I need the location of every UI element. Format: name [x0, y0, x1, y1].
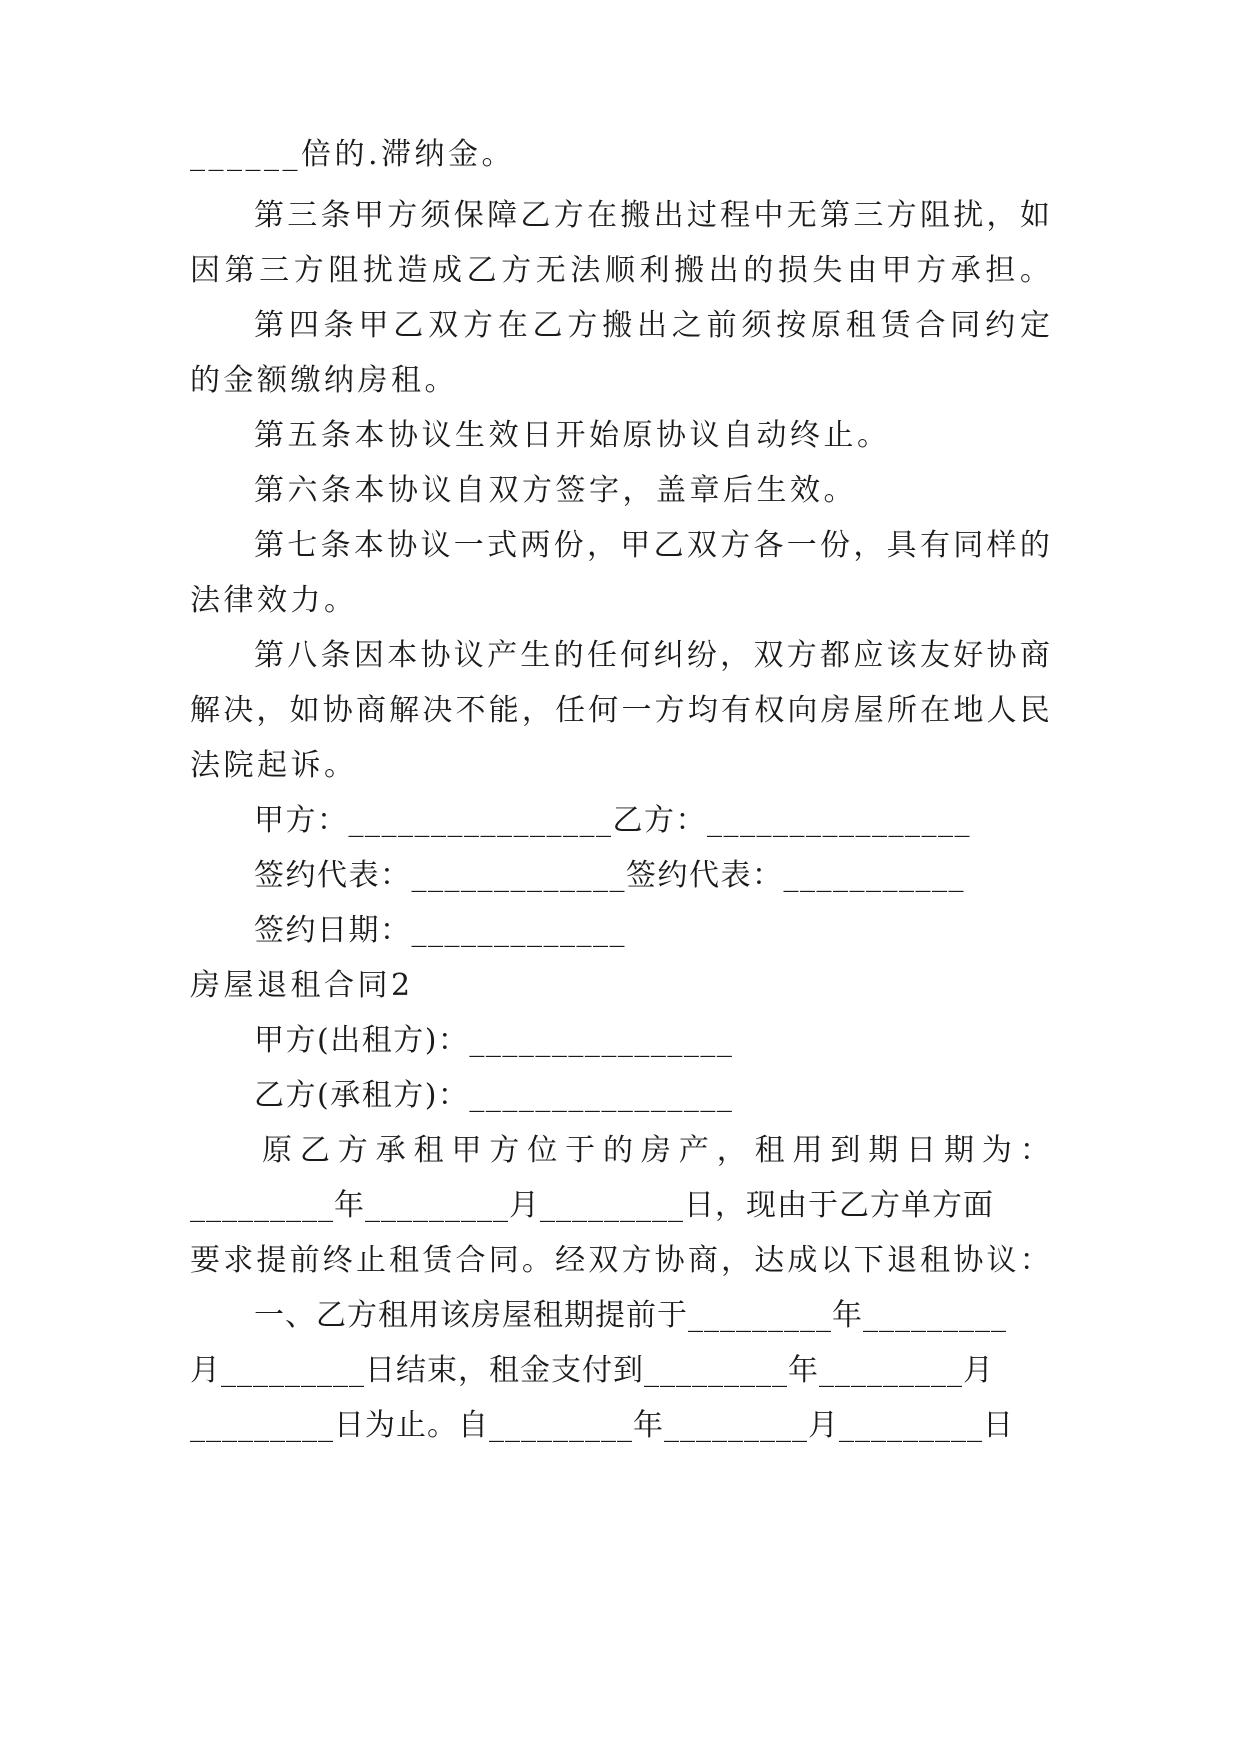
text-line: 第六条本协议自双方签字，盖章后生效。	[254, 473, 857, 508]
text-line: _________日为止。自_________年_________月_________日	[190, 1408, 1014, 1443]
text-line: 月_________日结束，租金支付到_________年_________月	[190, 1353, 994, 1388]
text-line: 第 七 条 本 协 议 一 式 两 份 ， 甲 乙 双 方 各 一 份 ， 具 有 同 样 的	[254, 528, 1050, 563]
section-heading: 房屋退租合同2	[190, 968, 414, 1003]
text-line: 原 乙 方 承 租 甲 方 位 于 的 房 产 ， 租 用 到 期 日 期 为 ：	[262, 1133, 1050, 1168]
text-line: 一、乙方租用该房屋租期提前于_________年_________	[254, 1298, 1007, 1333]
text-line: _________年_________月_________日，现由于乙方单方面	[190, 1188, 994, 1223]
lessee-line: 乙方(承租方)：________________	[254, 1078, 734, 1113]
text-line: 第 四 条 甲 乙 双 方 在 乙 方 搬 出 之 前 须 按 原 租 赁 合 同 约 定	[254, 308, 1050, 343]
lessor-line: 甲方(出租方)：________________	[254, 1023, 734, 1058]
text-line: 法律效力。	[190, 583, 358, 618]
text-line: 解 决 ， 如 协 商 解 决 不 能 ， 任 何 一 方 均 有 权 向 房 屋 所 在 地 人 民	[190, 693, 1050, 728]
text-line: 法院起诉。	[190, 748, 358, 783]
text-line: 第 八 条 因 本 协 议 产 生 的 任 何 纠 纷 ， 双 方 都 应 该 友 好 协 商	[254, 638, 1050, 673]
text-line: 的金额缴纳房租。	[190, 363, 458, 398]
text-line: ______倍的.滞纳金。	[190, 137, 516, 172]
signature-line-representative: 签约代表：_____________签约代表：___________	[254, 858, 965, 893]
text-line: 要 求 提 前 终 止 租 赁 合 同 。 经 双 方 协 商 ， 达 成 以 下 退 租 协 议 ：	[190, 1243, 1050, 1278]
text-line: 第 三 条 甲 方 须 保 障 乙 方 在 搬 出 过 程 中 无 第 三 方 阻 扰 ， 如	[254, 198, 1050, 233]
text-line: 因 第 三 方 阻 扰 造 成 乙 方 无 法 顺 利 搬 出 的 损 失 由 甲 方 承 担 。	[190, 253, 1050, 288]
signature-line-date: 签约日期：_____________	[254, 913, 626, 948]
signature-line-party: 甲方：________________乙方：________________	[254, 803, 971, 838]
text-line: 第五条本协议生效日开始原协议自动终止。	[254, 418, 891, 453]
